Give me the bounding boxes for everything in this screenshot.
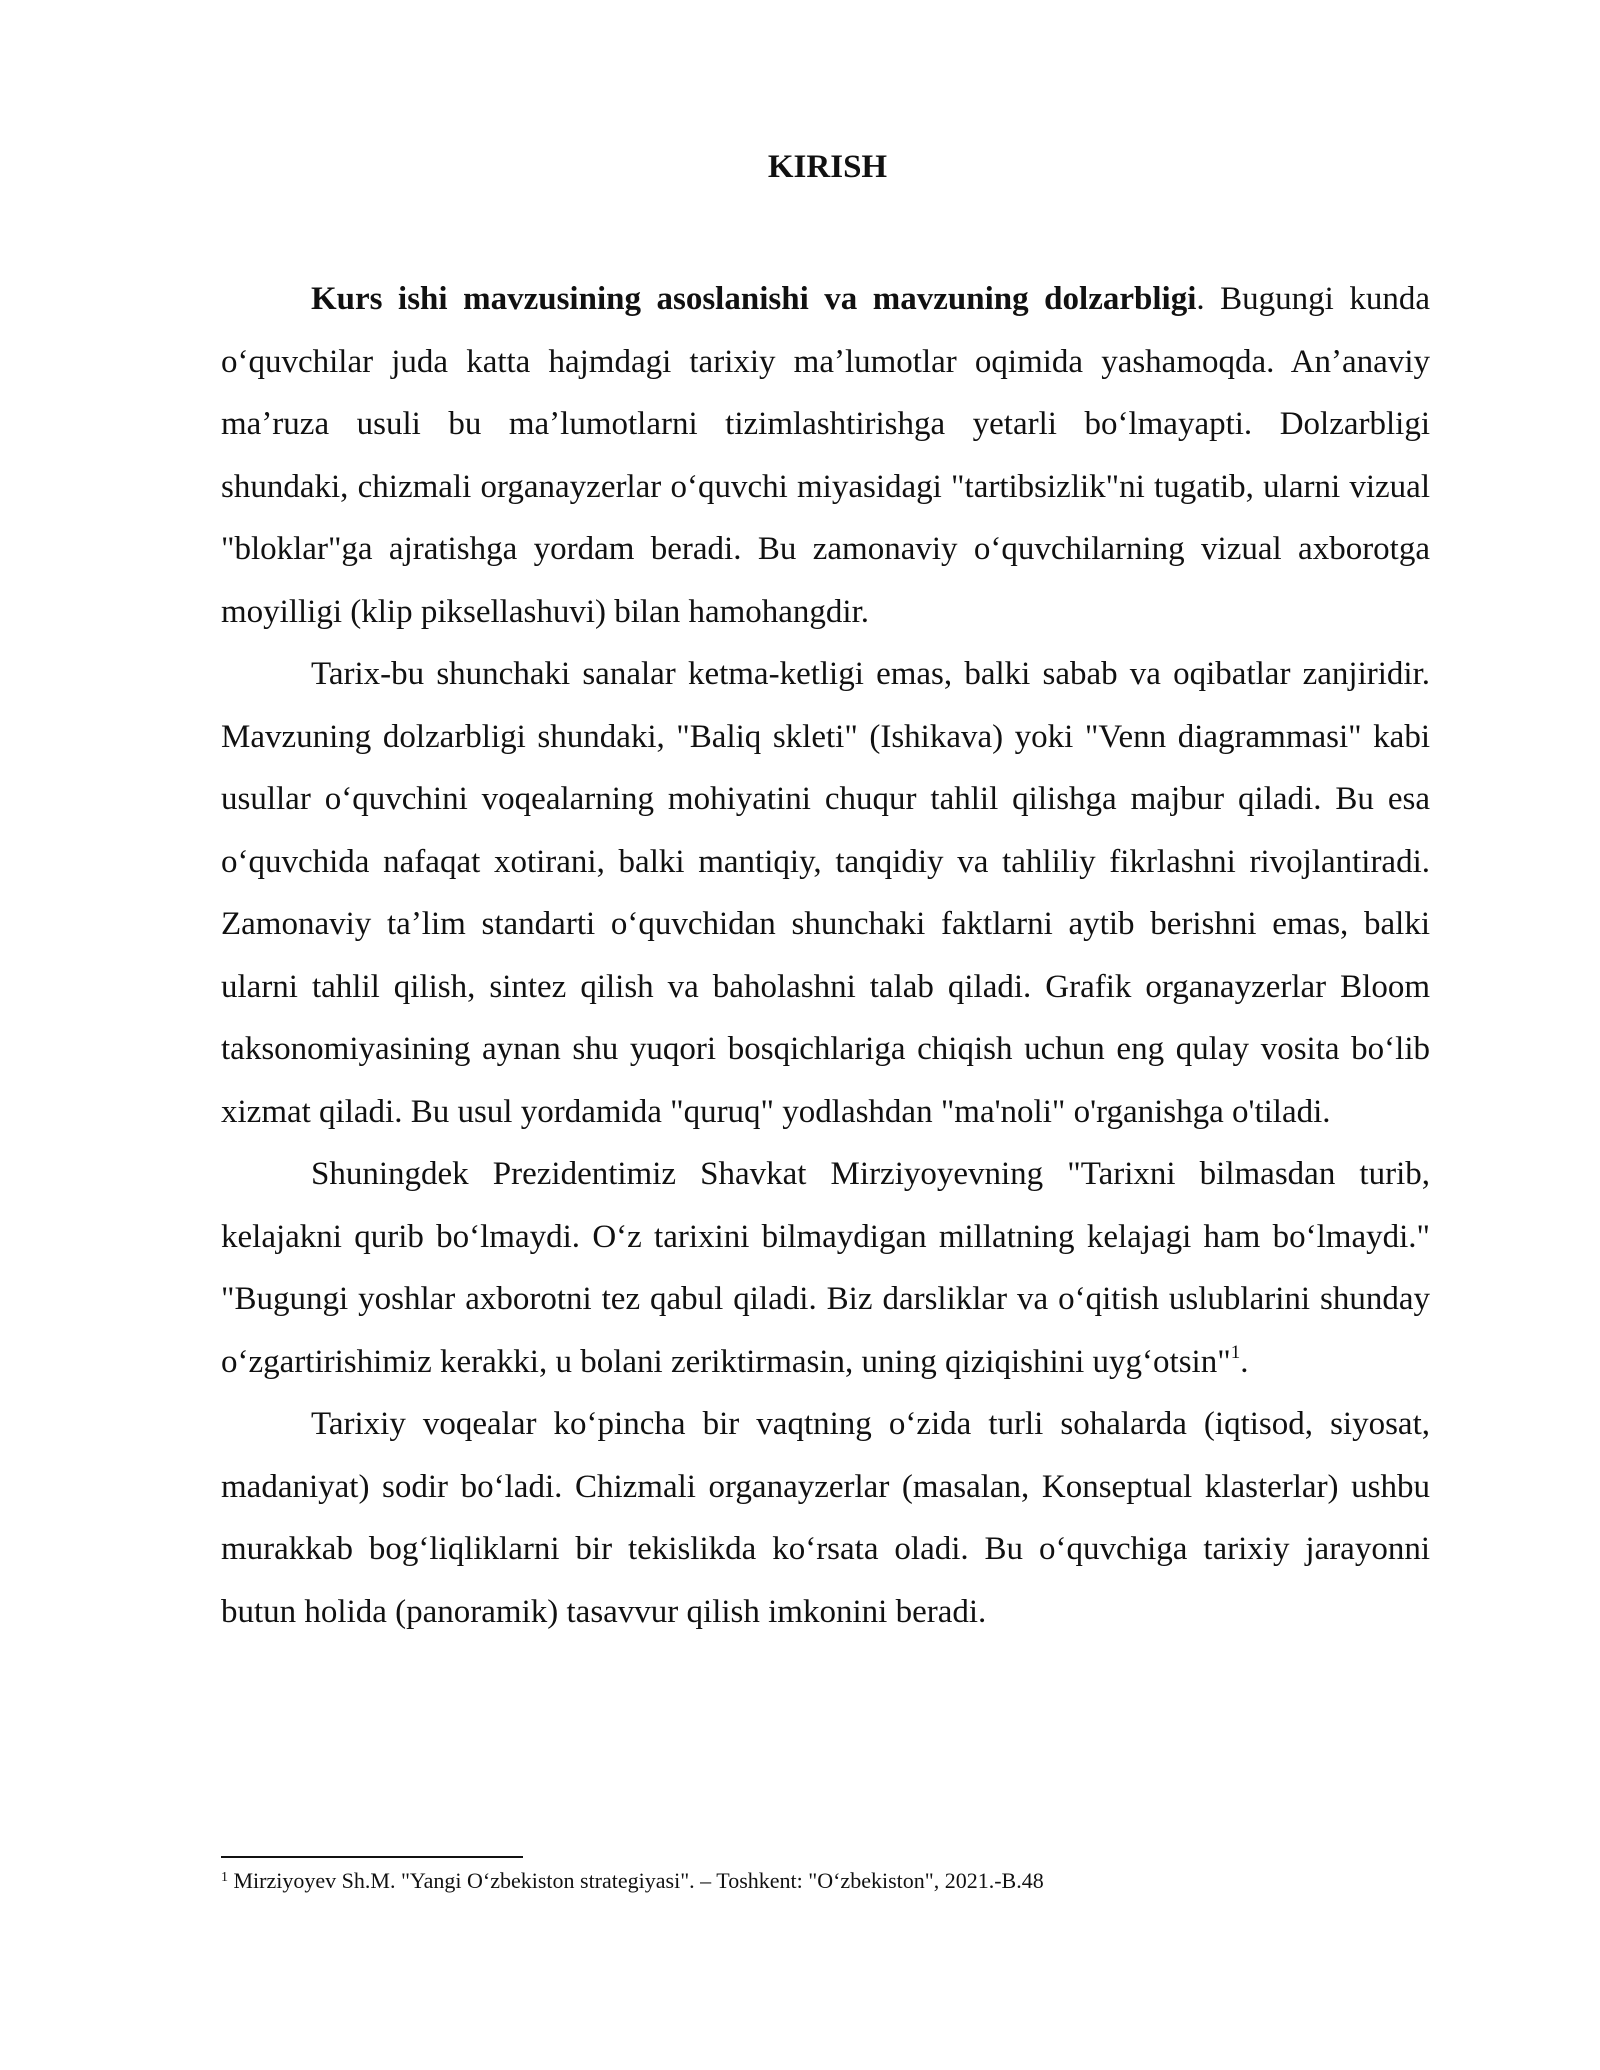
footnote-mark: 1 (221, 1870, 228, 1885)
paragraph-text: Shuningdek Prezidentimiz Shavkat Mirziyoyevning "Tarixni bilmasdan turib, kelajakni qurib boʻlmaydi. Oʻz tarixini bilmaydigan millatning kelajagi ham boʻlmaydi." "Bugungi yoshlar axborotni tez qabul qiladi. Biz darsliklar va oʻqitish uslublarini shunday oʻzgartirishimiz kerakki, u bolani zeriktirmasin, uning qiziqishini uygʻotsin" (221, 1156, 1430, 1380)
footnote-text: Mirziyoyev Sh.M. "Yangi Oʻzbekiston strategiyasi". – Toshkent: "Oʻzbekiston", 2021.-B.48 (228, 1868, 1044, 1893)
paragraph-history-chain (221, 643, 1430, 1143)
paragraph-tail: . (1240, 1343, 1249, 1380)
document-body (221, 268, 1430, 1643)
paragraph-text: Tarixiy voqealar koʻpincha bir vaqtning oʻzida turli sohalarda (iqtisod, siyosat, madaniyat) sodir boʻladi. Chizmali organayzerlar (masalan, Konseptual klasterlar) ushbu murakkab bogʻliqliklarni bir tekislikda koʻrsata oladi. Bu oʻquvchiga tarixiy jarayonni butun holida (panoramik) tasavvur qilish imkonini beradi. (221, 1406, 1430, 1630)
paragraph-historical-events (221, 1393, 1430, 1643)
page-title: KIRISH (767, 149, 888, 185)
footnote-separator (221, 1856, 523, 1858)
paragraph-text: Tarix-bu shunchaki sanalar ketma-ketligi emas, balki sabab va oqibatlar zanjiridir. Mavzuning dolzarbligi shundaki, "Baliq skleti" (Ishikava) yoki "Venn diagrammasi" kabi usullar oʻquvchini voqealarning mohiyatini chuqur tahlil qilishga majbur qiladi. Bu esa oʻquvchida nafaqat xotirani, balki mantiqiy, tanqidiy va tahliliy fikrlashni rivojlantiradi. Zamonaviy taʼlim standarti oʻquvchidan shunchaki faktlarni aytib berishni emas, balki ularni tahlil qilish, sintez qilish va baholashni talab qiladi. Grafik organayzerlar Bloom taksonomiyasining aynan shu yuqori bosqichlariga chiqish uchun eng qulay vosita boʻlib xizmat qiladi. Bu usul yordamida "quruq" yodlashdan "ma'noli" o'rganishga o'tiladi. (221, 656, 1430, 1130)
paragraph-text: . Bugungi kunda oʻquvchilar juda katta hajmdagi tarixiy maʼlumotlar oqimida yashamoqda. Anʼanaviy maʼruza usuli bu maʼlumotlarni tizimlashtirishga yetarli boʻlmayapti. Dolzarbligi shundaki, chizmali organayzerlar oʻquvchi miyasidagi "tartibsizlik"ni tugatib, ularni vizual "bloklar"ga ajratishga yordam beradi. Bu zamonaviy oʻquvchilarning vizual axborotga moyilligi (klip piksellashuvi) bilan hamohangdir. (221, 281, 1430, 630)
paragraph-lead-heading: Kurs ishi mavzusining asoslanishi va mavzuning dolzarbligi (311, 281, 1197, 317)
paragraph-relevance (221, 268, 1430, 643)
footnote-reference[interactable]: 1 (1230, 1341, 1241, 1363)
paragraph-president-quote (221, 1143, 1430, 1393)
footnote (221, 1866, 1430, 1896)
